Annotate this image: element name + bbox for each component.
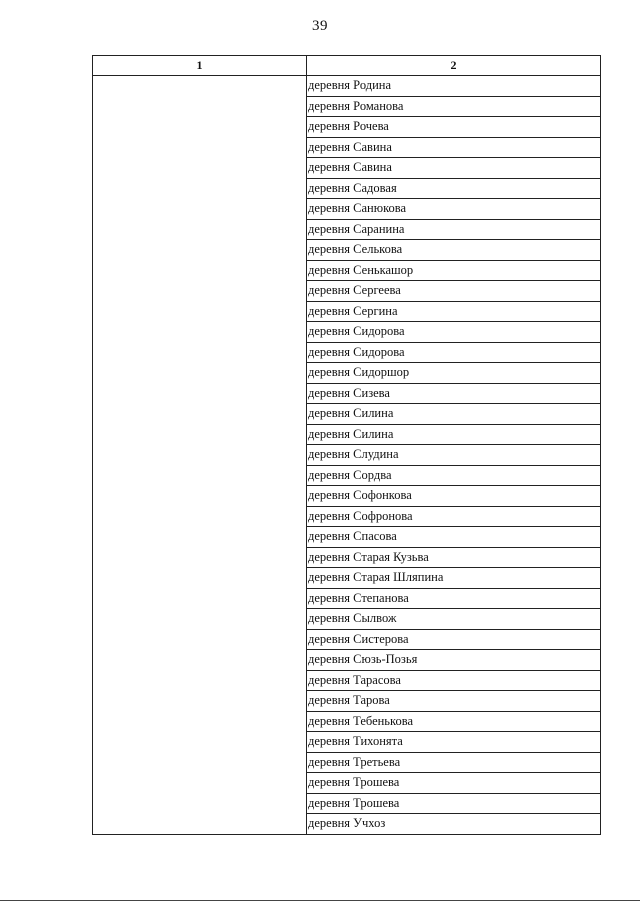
settlement-name-cell: деревня Силина <box>307 424 601 445</box>
settlements-table <box>92 55 601 835</box>
settlement-name-cell: деревня Садовая <box>307 178 601 199</box>
settlement-name-cell: деревня Савина <box>307 158 601 179</box>
settlement-name-cell: деревня Сюзь-Позья <box>307 650 601 671</box>
settlement-name-cell: деревня Селькова <box>307 240 601 261</box>
settlement-name-cell: деревня Сенькашор <box>307 260 601 281</box>
settlement-name-cell: деревня Старая Шляпина <box>307 568 601 589</box>
settlement-name-cell: деревня Родина <box>307 76 601 97</box>
settlement-name-cell: деревня Сергеева <box>307 281 601 302</box>
settlement-name-cell: деревня Старая Кузьва <box>307 547 601 568</box>
settlement-name-cell: деревня Тарасова <box>307 670 601 691</box>
settlement-name-cell: деревня Савина <box>307 137 601 158</box>
settlement-name-cell: деревня Трошева <box>307 793 601 814</box>
settlement-name-cell: деревня Софронова <box>307 506 601 527</box>
settlement-name-cell: деревня Сидоршор <box>307 363 601 384</box>
column-header-1: 1 <box>93 56 307 76</box>
settlement-name-cell: деревня Систерова <box>307 629 601 650</box>
settlement-name-cell: деревня Сордва <box>307 465 601 486</box>
settlement-name-cell: деревня Третьева <box>307 752 601 773</box>
settlement-name-cell: деревня Рочева <box>307 117 601 138</box>
table-header-row <box>93 56 601 76</box>
settlement-name-cell: деревня Сидорова <box>307 342 601 363</box>
settlement-name-cell: деревня Слудина <box>307 445 601 466</box>
settlement-name-cell: деревня Сизева <box>307 383 601 404</box>
settlement-name-cell: деревня Романова <box>307 96 601 117</box>
settlement-name-cell: деревня Саранина <box>307 219 601 240</box>
settlement-name-cell: деревня Софонкова <box>307 486 601 507</box>
bottom-edge-line <box>0 900 640 901</box>
table-body <box>93 76 601 835</box>
settlement-name-cell: деревня Санюкова <box>307 199 601 220</box>
settlement-name-cell: деревня Спасова <box>307 527 601 548</box>
table-row <box>93 76 601 97</box>
settlement-name-cell: деревня Сылвож <box>307 609 601 630</box>
column-header-2: 2 <box>307 56 601 76</box>
settlement-name-cell: деревня Тебенькова <box>307 711 601 732</box>
settlement-name-cell: деревня Сидорова <box>307 322 601 343</box>
column-1-merged-cell <box>93 76 307 835</box>
settlement-name-cell: деревня Учхоз <box>307 814 601 835</box>
settlement-name-cell: деревня Трошева <box>307 773 601 794</box>
settlement-name-cell: деревня Степанова <box>307 588 601 609</box>
settlement-name-cell: деревня Сергина <box>307 301 601 322</box>
settlement-name-cell: деревня Тихонята <box>307 732 601 753</box>
settlement-name-cell: деревня Тарова <box>307 691 601 712</box>
page-number: 39 <box>312 18 328 34</box>
settlement-name-cell: деревня Силина <box>307 404 601 425</box>
